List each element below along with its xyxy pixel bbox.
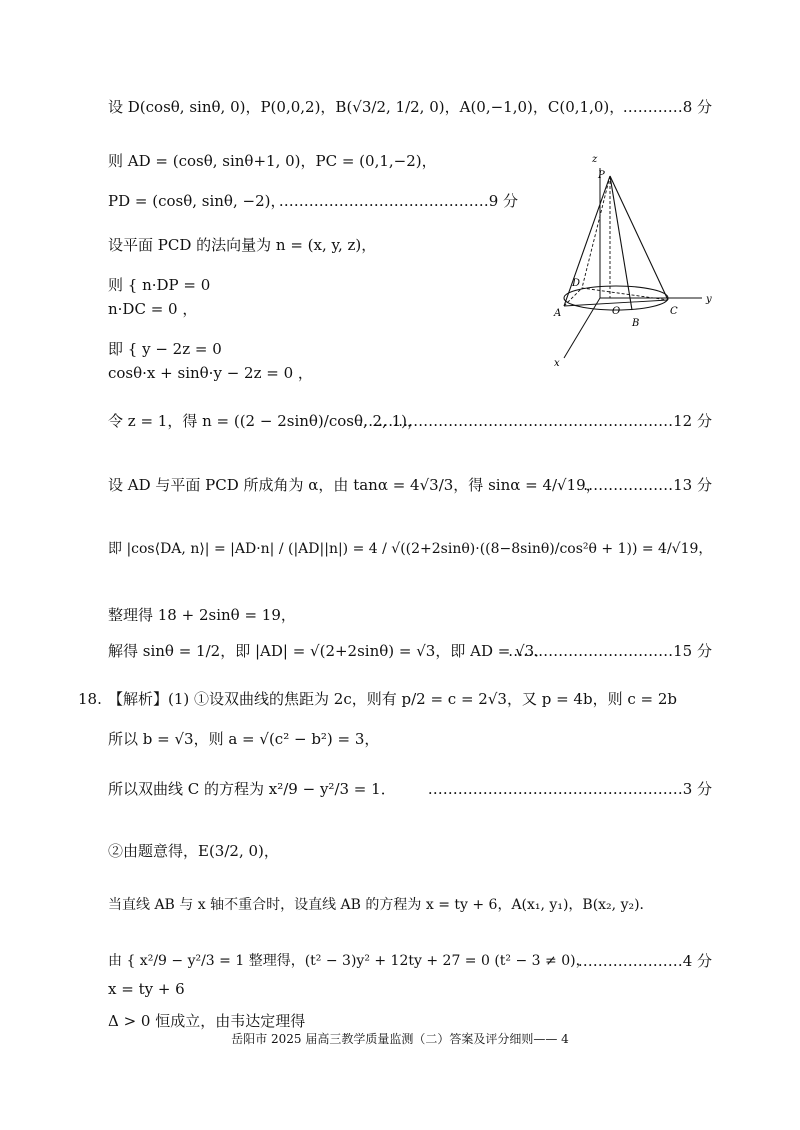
- line-2: 则 AD = (cosθ, sinθ+1, 0)，PC = (0,1,−2)，: [108, 152, 437, 170]
- score-9: ……………………………………9 分: [278, 192, 518, 210]
- line-17b: x = ty + 6: [108, 980, 185, 998]
- cone-figure: [552, 148, 722, 373]
- line-5a: 则 { n·DP = 0: [108, 276, 211, 294]
- cone-edge-pc: [610, 176, 668, 300]
- label-d: D: [572, 278, 581, 289]
- score-8: …………8 分: [622, 98, 712, 116]
- line-5b: n·DC = 0 ，: [108, 300, 198, 318]
- line-14: 所以双曲线 C 的方程为 x²/9 − y²/3 = 1．: [108, 780, 396, 798]
- score-4: …………………4 分: [577, 952, 712, 970]
- score-3: ……………………………………………3 分: [427, 780, 712, 798]
- line-1: 设 D(cosθ, sinθ, 0)，P(0,0,2)，B(√3/2, 1/2, 0)，A(0,−1,0)，C(0,1,0)，: [108, 98, 625, 116]
- label-z: z: [592, 154, 598, 165]
- label-p: P: [598, 170, 605, 181]
- line-8: 设 AD 与平面 PCD 所成角为 α，由 tanα = 4√3/3，得 sinα = 4/√19，: [108, 476, 601, 494]
- page-footer: 岳阳市 2025 届高三教学质量监测（二）答案及评分细则—— 4: [231, 1032, 569, 1046]
- line-17a: 由 { x²/9 − y²/3 = 1 整理得，(t² − 3)y² + 12ty + 27 = 0 (t² − 3 ≠ 0)，: [108, 953, 590, 969]
- line-6b: cosθ·x + sinθ·y − 2z = 0 ，: [108, 364, 313, 382]
- score-13: ………………13 分: [583, 476, 712, 494]
- score-15: ……………………………15 分: [508, 642, 712, 660]
- question-number: 18.: [78, 690, 102, 708]
- line-9: 即 |cos⟨DA, n⟩| = |AD·n| / (|AD||n|) = 4 / √((2+2sinθ)·((8−8sinθ)/cos²θ + 1)) = 4/√19，: [108, 541, 713, 557]
- label-c: C: [670, 306, 678, 317]
- label-y: y: [706, 294, 712, 305]
- line-3: PD = (cosθ, sinθ, −2)，: [108, 192, 286, 210]
- line-10: 整理得 18 + 2sinθ = 19，: [108, 606, 296, 624]
- line-16: 当直线 AB 与 x 轴不重合时，设直线 AB 的方程为 x = ty + 6，A(x₁, y₁)，B(x₂, y₂)．: [108, 897, 654, 913]
- label-o: O: [612, 306, 621, 317]
- score-12: ………………………………………………………12 分: [358, 412, 712, 430]
- label-x: x: [554, 358, 560, 369]
- line-6a: 即 { y − 2z = 0: [108, 340, 222, 358]
- line-4: 设平面 PCD 的法向量为 n = (x, y, z)，: [108, 236, 377, 254]
- cone-edge-pb: [610, 176, 632, 310]
- label-a: A: [554, 308, 562, 319]
- line-11: 解得 sinθ = 1/2，即 |AD| = √(2+2sinθ) = √3，即 AD = √3．: [108, 642, 550, 660]
- line-7: 令 z = 1，得 n = ((2 − 2sinθ)/cosθ, 2, 1)，: [108, 412, 423, 430]
- line-15: ②由题意得，E(3/2, 0)，: [108, 842, 279, 860]
- line-18: Δ > 0 恒成立，由韦达定理得: [108, 1012, 306, 1030]
- line-13: 所以 b = √3，则 a = √(c² − b²) = 3，: [108, 730, 380, 748]
- label-b: B: [632, 318, 640, 329]
- cone-edge-pd: [582, 176, 610, 288]
- line-12: 【解析】(1) ①设双曲线的焦距为 2c，则有 p/2 = c = 2√3，又 p = 4b，则 c = 2b: [108, 690, 677, 708]
